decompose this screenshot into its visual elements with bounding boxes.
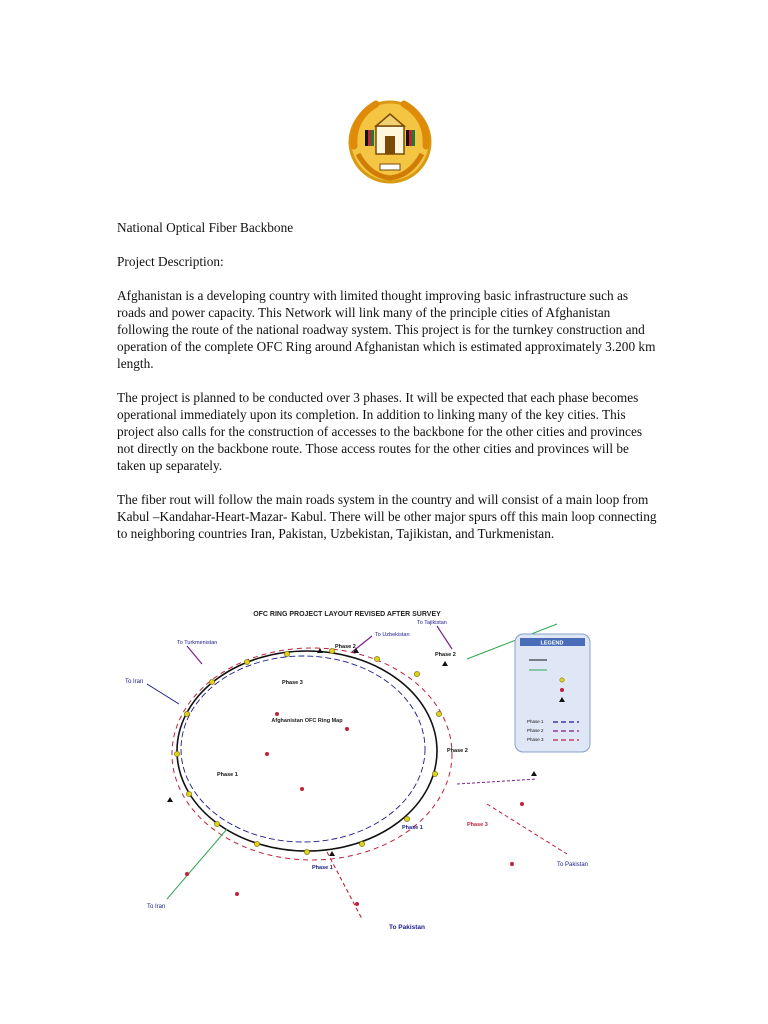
phase-label: Phase 1 <box>402 825 423 831</box>
paragraph-3: The fiber rout will follow the main roads system in the country and will consist of a main loop from Kabul –Kandahar-Heart-Mazar- Kabul. There will be other major spurs off this main loop connecting to neighboring countries Iran, Pakistan, Uzbekistan, Tajikistan, and Turkmenistan. <box>117 492 657 541</box>
document-body <box>117 219 657 559</box>
phase-label: Phase 2 <box>447 748 468 754</box>
border-label-pakistan-south: To Pakistan <box>389 924 426 930</box>
afghanistan-coat-of-arms-icon <box>340 96 440 188</box>
phase-label: Phase 1 <box>312 865 333 871</box>
border-label-pakistan-east: To Pakistan <box>557 862 589 868</box>
map-title: OFC RING PROJECT LAYOUT REVISED AFTER SURVEY <box>253 611 441 618</box>
map-legend <box>515 634 590 752</box>
phase-label: Phase 2 <box>435 652 456 658</box>
paragraph-1: Afghanistan is a developing country with limited thought improving basic infrastructure such as roads and power capacity. This Network will link many of the principle cities of Afghanistan following the route of the national roadway system. This project is for the turnkey construction and operation of the complete OFC Ring around Afghanistan which is estimated approximately 3.200 km length. <box>117 288 656 371</box>
legend-item-phase-2: Phase 2 <box>527 728 544 733</box>
border-label-tajikistan: To Tajikistan <box>417 620 447 626</box>
phase-label: Phase 3 <box>467 822 488 828</box>
document-title: National Optical Fiber Backbone <box>117 220 294 235</box>
border-label-turkmenistan: To Turkmenistan <box>177 640 218 646</box>
border-label-iran-south: To Iran <box>147 904 166 910</box>
legend-item-phase-3: Phase 3 <box>527 737 544 742</box>
ofc-ring-map <box>117 604 600 930</box>
phase-label: Phase 2 <box>335 644 356 650</box>
border-label-iran-north: To Iran <box>125 679 144 685</box>
legend-title: LEGEND <box>540 640 564 647</box>
section-heading: Project Description: <box>117 254 224 269</box>
paragraph-2: The project is planned to be conducted over 3 phases. It will be expected that each phase becomes operational immediately upon its completion. In addition to linking many of the key cities. This project also calls for the construction of accesses to the backbone for the other cities and provinces not directly on the backbone route. Those access routes for the other cities and provinces will be taken up separately. <box>117 390 643 473</box>
emblem <box>340 96 440 188</box>
phase-label: Phase 1 <box>217 772 238 778</box>
phase-label: Phase 3 <box>282 680 303 686</box>
map-svg <box>117 604 600 930</box>
map-center-label: Afghanistan OFC Ring Map <box>271 718 343 724</box>
legend-item-phase-1: Phase 1 <box>527 719 544 724</box>
border-label-uzbekistan: To Uzbekistan <box>375 632 410 638</box>
